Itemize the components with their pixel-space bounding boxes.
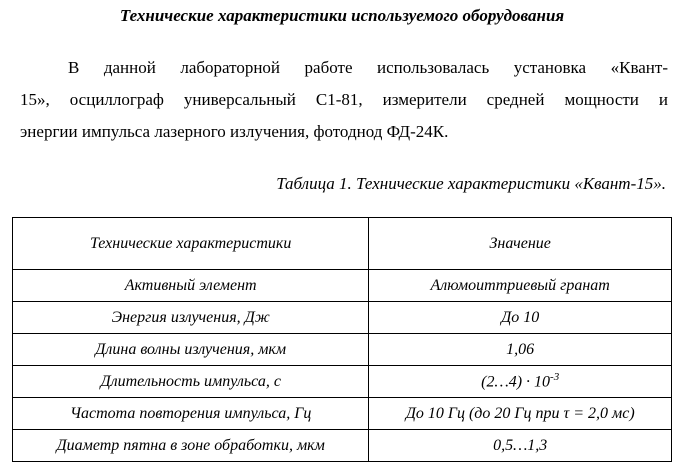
cell-characteristic: Активный элемент <box>13 270 369 302</box>
cell-value: 1,06 <box>369 334 672 366</box>
cell-characteristic: Диаметр пятна в зоне обработки, мкм <box>13 430 369 462</box>
table-row <box>13 398 672 430</box>
cell-value: До 10 <box>369 302 672 334</box>
paragraph-line: 15», осциллограф универсальный С1-81, измерители средней мощности и <box>20 90 668 109</box>
cell-characteristic: Энергия излучения, Дж <box>13 302 369 334</box>
cell-characteristic: Длина волны излучения, мкм <box>13 334 369 366</box>
table-header-row <box>13 218 672 270</box>
value-exponent: -3 <box>550 371 560 384</box>
column-header-value: Значение <box>369 218 672 270</box>
cell-value: Алюмоиттриевый гранат <box>369 270 672 302</box>
paragraph-line: В данной лабораторной работе использовалась установка «Квант- <box>68 58 668 77</box>
table-row <box>13 270 672 302</box>
value-mantissa: (2…4) · 10 <box>481 373 551 391</box>
cell-value <box>369 366 672 398</box>
table-row <box>13 430 672 462</box>
body-paragraph <box>20 52 668 148</box>
column-header-characteristics: Технические характеристики <box>13 218 369 270</box>
paragraph-line: энергии импульса лазерного излучения, фотоднод ФД-24К. <box>20 122 449 141</box>
table-row <box>13 302 672 334</box>
table-caption: Таблица 1. Технические характеристики «Квант-15». <box>276 174 666 193</box>
specifications-table <box>12 217 672 462</box>
cell-characteristic: Длительность импульса, с <box>13 366 369 398</box>
table-row <box>13 366 672 398</box>
table-row <box>13 334 672 366</box>
cell-characteristic: Частота повторения импульса, Гц <box>13 398 369 430</box>
cell-value: 0,5…1,3 <box>369 430 672 462</box>
section-heading: Технические характеристики используемого оборудования <box>119 6 565 25</box>
cell-value: До 10 Гц (до 20 Гц при τ = 2,0 мс) <box>369 398 672 430</box>
